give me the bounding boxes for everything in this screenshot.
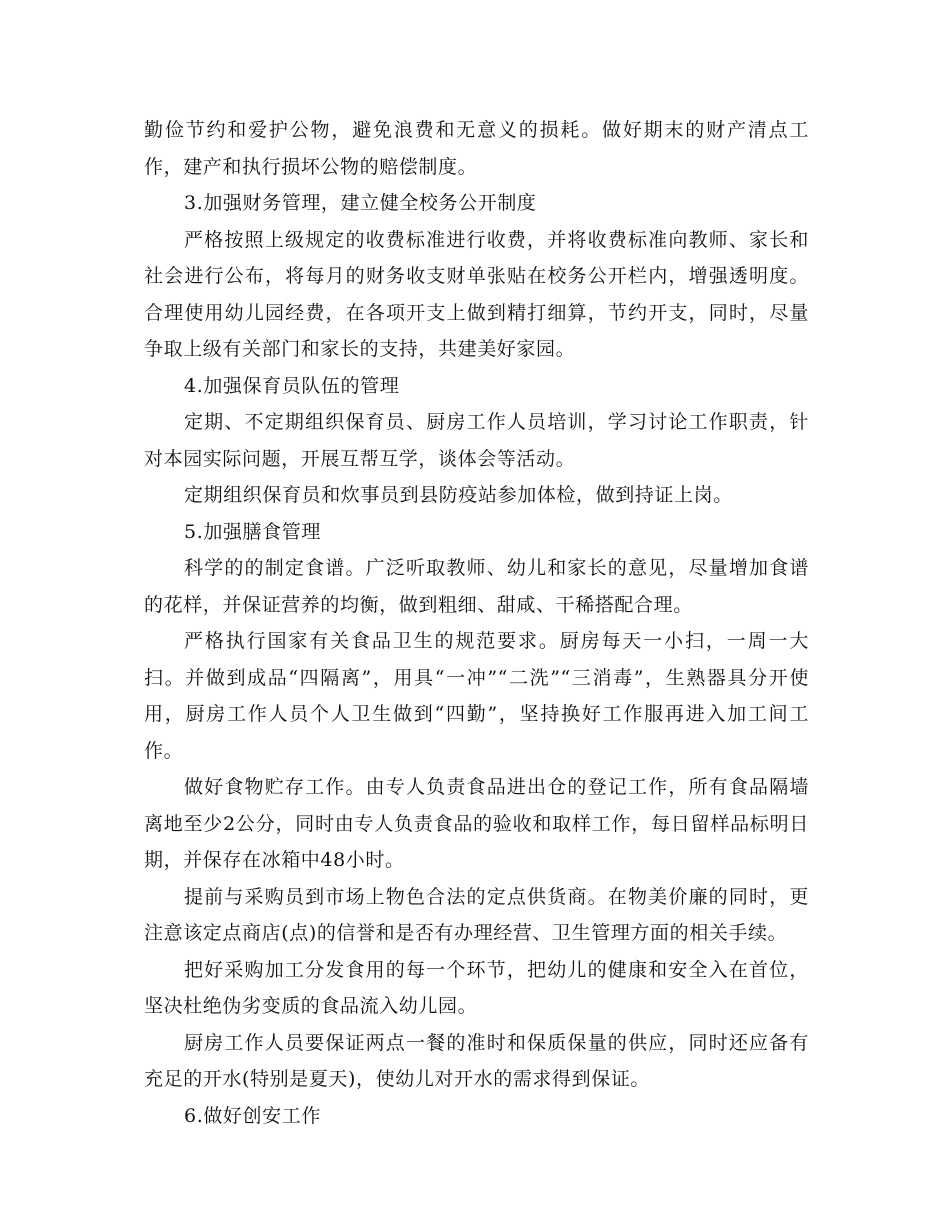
paragraph-training: 定期、不定期组织保育员、厨房工作人员培训，学习讨论工作职责，针对本园实际问题，开展互帮互学，谈体会等活动。 — [144, 411, 809, 470]
section-heading-staff: 4.加强保育员队伍的管理 — [184, 374, 400, 397]
paragraph-health-check: 定期组织保育员和炊事员到县防疫站参加体检，做到持证上岗。 — [184, 484, 733, 506]
paragraph-procurement: 把好采购加工分发食用的每一个环节，把幼儿的健康和安全入在首位，坚决杜绝伪劣变质的食品流入幼儿园。 — [144, 958, 809, 1017]
paragraph-fees: 严格按照上级规定的收费标准进行收费，并将收费标准向教师、家长和社会进行公布，将每月的财务收支财单张贴在校务公开栏内，增强透明度。合理使用幼儿园经费，在各项开支上做到精打细算，节约开支，同时，尽量争取上级有关部门和家长的支持，共建美好家园。 — [144, 228, 809, 360]
paragraph-storage: 做好食物贮存工作。由专人负责食品进出仓的登记工作，所有食品隔墙离地至少2公分，同时由专人负责食品的验收和取样工作，每日留样品标明日期，并保存在冰箱中48小时。 — [144, 776, 809, 871]
paragraph-suppliers: 提前与采购员到市场上物色合法的定点供货商。在物美价廉的同时，更注意该定点商店(点)的信誉和是否有办理经营、卫生管理方面的相关手续。 — [144, 885, 809, 944]
paragraph-kitchen-staff: 厨房工作人员要保证两点一餐的准时和保质保量的供应，同时还应备有充足的开水(特别是夏天)，使幼儿对开水的需求得到保证。 — [144, 1031, 809, 1090]
section-heading-meals: 5.加强膳食管理 — [184, 520, 321, 543]
paragraph-hygiene: 严格执行国家有关食品卫生的规范要求。厨房每天一小扫，一周一大扫。并做到成品“四隔离”，用具“一冲”“二洗”“三消毒”，生熟器具分开使用，厨房工作人员个人卫生做到“四勤”，坚持换好工作服再进入加工间工作。 — [144, 630, 809, 762]
section-heading-finance: 3.加强财务管理，建立健全校务公开制度 — [184, 192, 537, 214]
paragraph-menu: 科学的的制定食谱。广泛听取教师、幼儿和家长的意见，尽量增加食谱的花样，并保证营养的均衡，做到粗细、甜咸、干稀搭配合理。 — [144, 557, 809, 616]
paragraph-property-care: 勤俭节约和爱护公物，避免浪费和无意义的损耗。做好期末的财产清点工作，建产和执行损坏公物的赔偿制度。 — [144, 119, 809, 178]
section-heading-safety: 6.做好创安工作 — [184, 1104, 321, 1127]
document-body — [144, 112, 809, 1134]
